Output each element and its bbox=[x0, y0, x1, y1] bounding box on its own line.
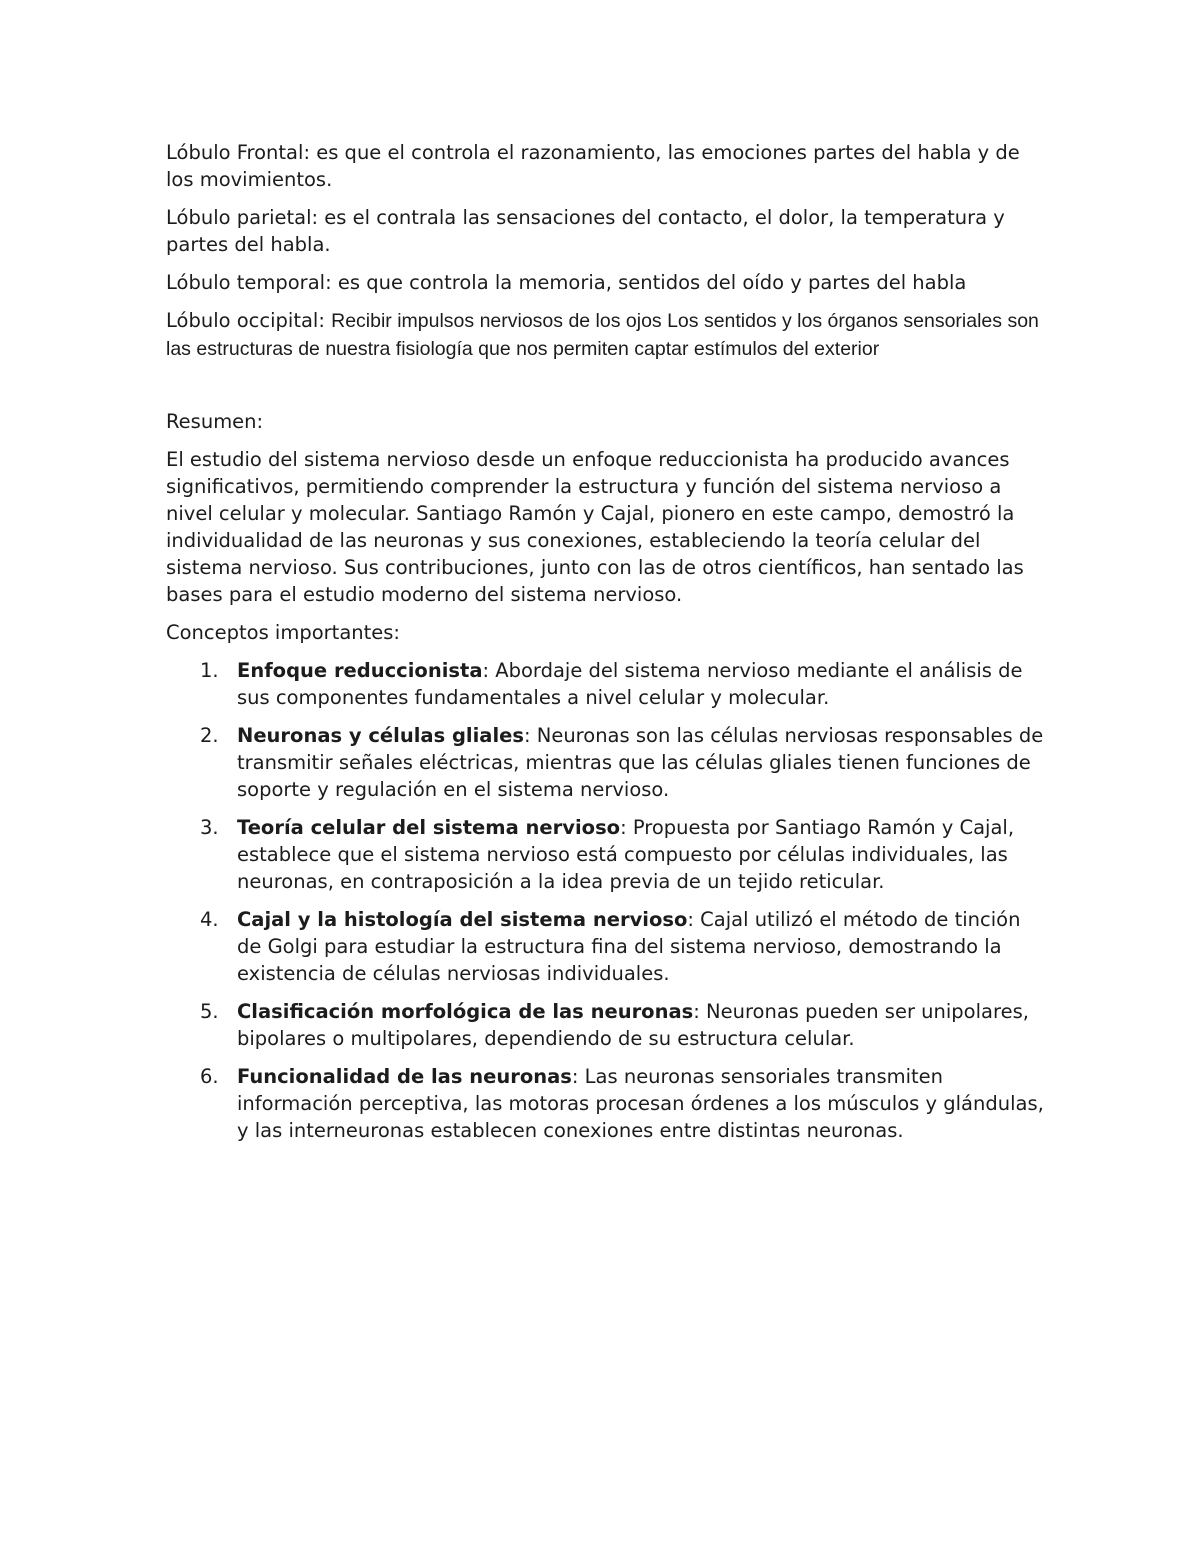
lobe-parietal-paragraph bbox=[166, 204, 1046, 258]
concept-term: Enfoque reduccionista bbox=[237, 659, 483, 682]
concept-term: Cajal y la histología del sistema nervioso bbox=[237, 908, 688, 931]
lobe-frontal-label: Lóbulo Frontal bbox=[166, 141, 304, 164]
concept-text: : Cajal utilizó el método de tinción de Golgi para estudiar la estructura fina del sistema nervioso, demostrando la existencia de células nerviosas individuales. bbox=[237, 908, 1021, 985]
summary-heading: Resumen: bbox=[166, 410, 264, 433]
list-number: 5. bbox=[200, 1000, 219, 1023]
concepts-list bbox=[166, 657, 1046, 1144]
lobe-occipital-label: Lóbulo occipital: bbox=[166, 309, 332, 332]
summary-paragraph: El estudio del sistema nervioso desde un enfoque reduccionista ha producido avances significativos, permitiendo comprender la estructura y función del sistema nervioso a nivel celular y molecular. Santiago Ramón y Cajal, pionero en este campo, demostró la individualidad de las neuronas y sus conexiones, estableciendo la teoría celular del sistema nervioso. Sus contribuciones, junto con las de otros científicos, han sentado las bases para el estudio moderno del sistema nervioso. bbox=[166, 448, 1024, 606]
concept-item-1 bbox=[166, 657, 1046, 711]
concept-term: Clasificación morfológica de las neuronas bbox=[237, 1000, 694, 1023]
lobe-occipital-paragraph bbox=[166, 307, 1046, 363]
concept-item-2 bbox=[166, 722, 1046, 803]
lobe-occipital-text: Recibir impulsos nerviosos de los ojos Los sentidos y los órganos sensoriales son las estructuras de nuestra fisiología que nos permiten captar estímulos del exterior bbox=[166, 310, 1039, 360]
list-number: 6. bbox=[200, 1065, 219, 1088]
lobe-frontal-text: : es que el controla el razonamiento, las emociones partes del habla y de los movimientos. bbox=[166, 141, 1020, 191]
concept-text: : Neuronas pueden ser unipolares, bipolares o multipolares, dependiendo de su estructura celular. bbox=[237, 1000, 1029, 1050]
list-number: 4. bbox=[200, 908, 219, 931]
lobe-temporal-text: : es que controla la memoria, sentidos del oído y partes del habla bbox=[325, 271, 967, 294]
concept-item-5 bbox=[166, 998, 1046, 1052]
list-number: 2. bbox=[200, 724, 219, 747]
concept-item-3 bbox=[166, 814, 1046, 895]
lobe-parietal-label: Lóbulo parietal bbox=[166, 206, 312, 229]
lobe-temporal-label: Lóbulo temporal bbox=[166, 271, 326, 294]
concept-text: : Las neuronas sensoriales transmiten información perceptiva, las motoras procesan órdenes a los músculos y glándulas, y las interneuronas establecen conexiones entre distintas neuronas. bbox=[237, 1065, 1044, 1142]
list-number: 1. bbox=[200, 659, 219, 682]
document-page bbox=[166, 139, 1046, 1155]
lobe-temporal-paragraph bbox=[166, 269, 1046, 296]
concept-term: Teoría celular del sistema nervioso bbox=[237, 816, 621, 839]
concepts-heading: Conceptos importantes: bbox=[166, 621, 400, 644]
concept-text: : Neuronas son las células nerviosas responsables de transmitir señales eléctricas, mientras que las células gliales tienen funciones de soporte y regulación en el sistema nervioso. bbox=[237, 724, 1044, 801]
concept-item-6 bbox=[166, 1063, 1046, 1144]
concept-text: : Abordaje del sistema nervioso mediante el análisis de sus componentes fundamentales a nivel celular y molecular. bbox=[237, 659, 1023, 709]
list-number: 3. bbox=[200, 816, 219, 839]
concept-term: Neuronas y células gliales bbox=[237, 724, 524, 747]
concept-term: Funcionalidad de las neuronas bbox=[237, 1065, 572, 1088]
lobe-parietal-text: : es el contrala las sensaciones del contacto, el dolor, la temperatura y partes del habla. bbox=[166, 206, 1005, 256]
lobe-frontal-paragraph bbox=[166, 139, 1046, 193]
concept-text: : Propuesta por Santiago Ramón y Cajal, establece que el sistema nervioso está compuesto por células individuales, las neuronas, en contraposición a la idea previa de un tejido reticular. bbox=[237, 816, 1015, 893]
concept-item-4 bbox=[166, 906, 1046, 987]
blank-line bbox=[166, 374, 1046, 408]
